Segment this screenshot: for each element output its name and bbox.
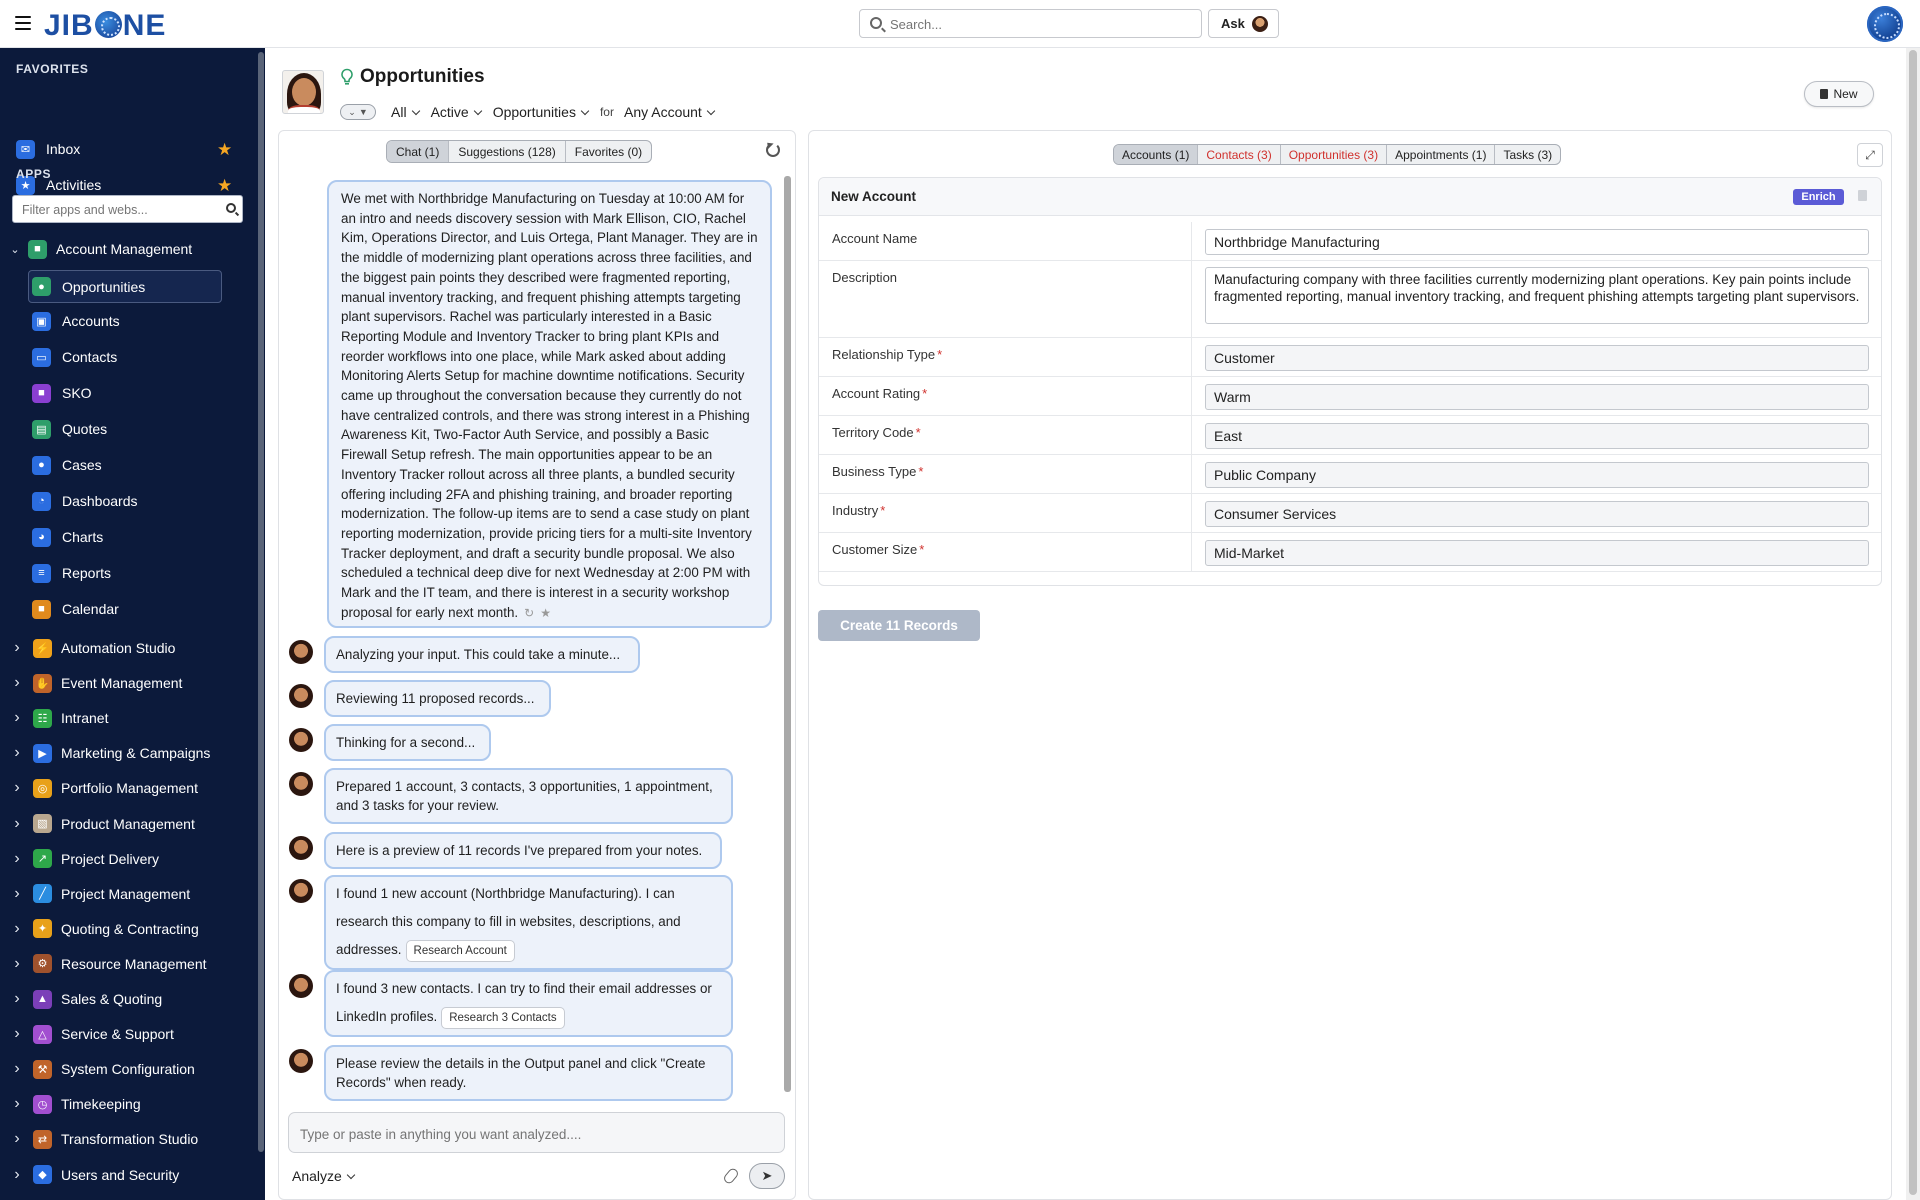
list-icon: ≡	[32, 564, 51, 583]
sidebar-group-resource-management[interactable]	[10, 949, 260, 979]
sidebar-item-reports[interactable]	[30, 558, 224, 588]
filter-all-dropdown[interactable]: All	[391, 104, 419, 120]
sidebar-group-event-management[interactable]	[10, 668, 260, 698]
lightbulb-icon: ●	[32, 277, 51, 296]
ask-button[interactable]	[1208, 9, 1279, 38]
sidebar-group-timekeeping[interactable]	[10, 1089, 260, 1119]
assistant-message	[324, 680, 551, 717]
tab-accounts[interactable]: Accounts (1)	[1114, 145, 1198, 164]
required-marker: *	[915, 425, 921, 440]
field-divider	[1191, 377, 1192, 415]
sidebar-item-calendar[interactable]	[30, 594, 224, 624]
field-label-text: Description	[832, 270, 898, 285]
page-title: Opportunities	[360, 66, 485, 87]
sidebar-group-automation-studio[interactable]	[10, 633, 260, 663]
chevron-right-icon: ›	[14, 990, 20, 1007]
assistant-message	[324, 724, 491, 761]
tab-opportunities[interactable]: Opportunities (3)	[1281, 145, 1387, 164]
chevron-right-icon: ›	[14, 639, 20, 656]
research-chip-button[interactable]: Research Account	[406, 940, 515, 962]
chevron-right-icon: ›	[14, 1060, 20, 1078]
field-input-account-name[interactable]: Northbridge Manufacturing	[1205, 229, 1869, 255]
retry-icon[interactable]: ↻	[524, 605, 541, 620]
assistant-message-text: Prepared 1 account, 3 contacts, 3 opportunities, 1 appointment, and 3 tasks for your review.	[336, 779, 713, 813]
sidebar-group-label: System Configuration	[61, 1061, 195, 1078]
menu-icon[interactable]	[14, 14, 32, 32]
sidebar-item-label: Contacts	[62, 349, 118, 365]
chevron-down-icon: ⌄	[10, 243, 20, 256]
assistant-avatar-icon	[289, 879, 313, 903]
sidebar-item-label: Accounts	[62, 313, 120, 329]
sidebar-item-label: Quotes	[62, 421, 108, 437]
org-chart-icon: ☷	[33, 709, 52, 728]
assistant-message	[324, 636, 640, 673]
new-account-card	[818, 177, 1882, 586]
filter-account-dropdown[interactable]: Any Account	[624, 104, 714, 120]
handshake-icon: ✦	[33, 919, 52, 938]
swap-icon: ⇄	[33, 1130, 52, 1149]
field-label	[832, 542, 924, 557]
field-label	[832, 231, 917, 246]
sidebar-item-opportunities[interactable]	[28, 270, 222, 303]
required-marker: *	[937, 347, 943, 362]
sidebar-group-intranet[interactable]	[10, 703, 260, 733]
sidebar-item-accounts[interactable]	[30, 306, 224, 336]
field-input-business-type[interactable]: Public Company	[1205, 462, 1869, 488]
sidebar-item-contacts[interactable]	[30, 342, 224, 372]
assistant-message-text: I found 3 new contacts. I can try to find their email addresses or LinkedIn profiles.	[336, 981, 712, 1024]
assistant-message	[324, 970, 733, 1037]
field-input-account-rating[interactable]: Warm	[1205, 384, 1869, 410]
chat-scrollbar[interactable]	[784, 176, 791, 1092]
document-icon: ▤	[32, 420, 51, 439]
sidebar	[0, 48, 265, 1200]
sidebar-group-sales-quoting[interactable]	[10, 984, 260, 1014]
sidebar-item-label: Reports	[62, 565, 112, 581]
sidebar-favorite-inbox[interactable]	[16, 134, 265, 164]
assistant-avatar	[289, 770, 313, 796]
chat-input-box[interactable]	[288, 1112, 785, 1153]
field-divider	[1191, 261, 1192, 337]
create-records-button[interactable]: Create 11 Records	[818, 610, 980, 641]
assistant-avatar	[289, 682, 313, 708]
field-input-customer-size[interactable]: Mid-Market	[1205, 540, 1869, 566]
field-input-territory-code[interactable]: East	[1205, 423, 1869, 449]
sidebar-group-label: Service & Support	[61, 1026, 174, 1043]
chevron-right-icon: ›	[14, 814, 20, 832]
chevron-right-icon: ›	[14, 744, 20, 762]
search-icon	[870, 17, 882, 29]
top-bar	[0, 0, 1920, 48]
assistant-avatar	[289, 877, 313, 903]
shield-icon: ◆	[33, 1165, 52, 1184]
assistant-avatar	[289, 1047, 313, 1073]
sidebar-item-label: Cases	[62, 457, 102, 473]
sidebar-scrollbar[interactable]	[257, 48, 265, 1200]
sidebar-group-service-support[interactable]	[10, 1019, 260, 1049]
field-row-relationship-type	[819, 338, 1881, 377]
sidebar-item-label: Dashboards	[62, 493, 138, 509]
analyze-mode-dropdown[interactable]: Analyze	[292, 1168, 354, 1184]
id-card-icon: ▭	[32, 348, 51, 367]
document-icon	[1820, 89, 1828, 99]
chevron-right-icon: ›	[14, 1165, 20, 1183]
tab-favorites[interactable]: Favorites (0)	[574, 144, 643, 159]
reset-chat-icon[interactable]	[766, 143, 780, 157]
user-message	[327, 180, 772, 628]
field-label	[832, 503, 885, 518]
chevron-right-icon: ›	[14, 779, 20, 797]
filter-type-dropdown[interactable]: Opportunities	[493, 104, 588, 120]
lightbulb-icon	[340, 68, 354, 86]
field-label	[832, 425, 921, 440]
filter-bar	[340, 101, 726, 123]
sidebar-group-label: Project Delivery	[61, 850, 160, 867]
sidebar-item-charts[interactable]	[30, 522, 224, 552]
field-label	[832, 386, 927, 401]
sidebar-group-product-management[interactable]	[10, 809, 260, 839]
assistant-avatar-icon	[289, 836, 313, 860]
folder-icon: ■	[32, 384, 51, 403]
field-row-account-name	[819, 222, 1881, 261]
folder-icon: ■	[32, 600, 51, 619]
assistant-message-text: Reviewing 11 proposed records...	[336, 691, 535, 706]
sidebar-item-label: SKO	[62, 385, 92, 401]
people-icon: ●	[32, 456, 51, 475]
expand-icon[interactable]: ⤢	[1857, 143, 1883, 167]
sidebar-group-account-management[interactable]	[8, 234, 258, 264]
user-gear-icon: ⚙	[33, 954, 52, 973]
line-chart-icon: ╱	[33, 884, 52, 903]
bolt-icon: ⚡	[33, 639, 52, 658]
hand-icon: ✋	[33, 674, 52, 693]
support-icon: △	[33, 1025, 52, 1044]
app-logo[interactable]	[44, 9, 166, 43]
new-button-label: New	[1833, 87, 1858, 101]
field-row-customer-size	[819, 533, 1881, 572]
sidebar-item-label: Activities	[46, 177, 102, 193]
assistant-avatar-icon	[289, 684, 313, 708]
chevron-right-icon: ›	[14, 919, 20, 937]
favorite-star-icon[interactable]: ★	[540, 605, 557, 620]
field-row-account-rating	[819, 377, 1881, 416]
field-input-industry[interactable]: Consumer Services	[1205, 501, 1869, 527]
filter-status-dropdown[interactable]: Active	[431, 104, 481, 120]
assistant-message-text: I found 1 new account (Northbridge Manufacturing). I can research this company to fill in websites, descriptions, and addresses.	[336, 886, 681, 957]
enrich-button[interactable]: Enrich	[1793, 189, 1844, 205]
field-label	[832, 270, 897, 285]
filter-for-label: for	[599, 105, 614, 119]
running-icon: ★	[16, 176, 35, 195]
card-header	[819, 178, 1881, 216]
required-marker: *	[922, 386, 928, 401]
star-icon[interactable]: ★	[217, 140, 233, 159]
sidebar-group-project-management[interactable]	[10, 879, 260, 909]
sidebar-group-label: Product Management	[61, 815, 195, 832]
sidebar-group-label: Transformation Studio	[61, 1131, 199, 1148]
mail-icon: ✉	[16, 140, 35, 159]
box-icon: ▧	[33, 814, 52, 833]
target-icon: ◎	[33, 779, 52, 798]
apps-heading: APPS	[16, 167, 52, 181]
field-label	[832, 464, 923, 479]
assistant-message-text: Please review the details in the Output panel and click "Create Records" when ready.	[336, 1056, 706, 1090]
field-label-text: Relationship Type	[832, 347, 936, 362]
assistant-avatar-icon	[289, 772, 313, 796]
sidebar-item-label: Calendar	[62, 601, 119, 617]
new-button[interactable]	[1804, 81, 1874, 107]
sidebar-group-label: Resource Management	[61, 955, 207, 972]
send-icon: ➤	[761, 1168, 773, 1183]
chevron-right-icon: ›	[14, 884, 20, 902]
sidebar-item-label: Opportunities	[62, 278, 146, 295]
field-divider	[1191, 533, 1192, 571]
pie-chart-icon: ◕	[32, 528, 51, 547]
gauge-icon: ◔	[32, 492, 51, 511]
assistant-message-text: Here is a preview of 11 records I've prepared from your notes.	[336, 843, 703, 858]
field-input-description[interactable]: Manufacturing company with three facilities currently modernizing plant operations. Key pain points include fragmented reporting, manual inventory tracking, and frequent phishing attempts targeting plant supervisors.	[1205, 267, 1869, 324]
chevron-right-icon: ›	[14, 1095, 20, 1113]
sidebar-item-label: Inbox	[46, 141, 81, 157]
star-icon[interactable]: ★	[217, 176, 233, 195]
assistant-message-text: Analyzing your input. This could take a minute...	[336, 647, 621, 662]
logo-text: JIB	[44, 9, 94, 42]
assistant-avatar	[289, 638, 313, 664]
search-input[interactable]	[890, 14, 1190, 34]
rocket-icon: ↗	[33, 849, 52, 868]
research-chip-button[interactable]: Research 3 Contacts	[441, 1007, 564, 1029]
funnel-icon: ▼	[358, 107, 368, 117]
ask-label: Ask	[1221, 16, 1245, 31]
sidebar-item-dashboards[interactable]	[30, 486, 224, 516]
field-divider	[1191, 494, 1192, 532]
sidebar-group-system-configuration[interactable]	[10, 1054, 260, 1084]
page-scrollbar[interactable]	[1906, 48, 1920, 1200]
field-divider	[1191, 455, 1192, 493]
assistant-avatar-icon	[289, 1049, 313, 1073]
chevron-right-icon: ›	[14, 954, 20, 972]
sidebar-group-label: Timekeeping	[61, 1096, 141, 1113]
field-row-territory-code	[819, 416, 1881, 455]
send-button[interactable]	[749, 1163, 785, 1189]
sidebar-group-label: Users and Security	[61, 1166, 180, 1183]
chevron-right-icon: ›	[14, 1025, 20, 1043]
assistant-avatar-icon	[1252, 16, 1268, 32]
field-label	[832, 347, 942, 362]
sidebar-group-portfolio-management[interactable]	[10, 773, 260, 803]
field-label-text: Business Type	[832, 464, 917, 479]
output-tabs	[1113, 144, 1561, 165]
card-title: New Account	[831, 189, 917, 204]
field-label-text: Customer Size	[832, 542, 918, 557]
field-row-business-type	[819, 455, 1881, 494]
field-label-text: Territory Code	[832, 425, 914, 440]
favorites-heading: FAVORITES	[16, 62, 89, 76]
sidebar-group-label: Event Management	[61, 675, 183, 692]
required-marker: *	[919, 542, 925, 557]
field-label-text: Account Name	[832, 231, 918, 246]
assistant-message	[324, 768, 733, 824]
sidebar-item-label: Charts	[62, 529, 104, 545]
sidebar-group-label: Quoting & Contracting	[61, 920, 199, 937]
required-marker: *	[880, 503, 886, 518]
assistant-avatar	[289, 834, 313, 860]
assistant-avatar-icon	[289, 640, 313, 664]
chevron-down-icon: ⌄	[348, 106, 356, 117]
global-search[interactable]	[859, 9, 1202, 38]
delete-icon[interactable]	[1858, 190, 1867, 201]
sidebar-group-transformation-studio[interactable]	[10, 1124, 260, 1154]
field-divider	[1191, 222, 1192, 260]
person-icon: ▲	[33, 990, 52, 1009]
logo-text-end: NE	[122, 9, 167, 42]
sidebar-group-label: Portfolio Management	[61, 780, 198, 797]
filter-apps-box[interactable]	[12, 195, 243, 223]
megaphone-icon: ▶	[33, 744, 52, 763]
assistant-avatar-icon	[289, 728, 313, 752]
sidebar-group-project-delivery[interactable]	[10, 844, 260, 874]
sidebar-group-quoting-contracting[interactable]	[10, 914, 260, 944]
field-row-description	[819, 261, 1881, 338]
sidebar-group-label: Sales & Quoting	[61, 991, 163, 1007]
clock-icon: ◷	[33, 1095, 52, 1114]
tools-icon: ⚒	[33, 1060, 52, 1079]
assistant-message	[324, 832, 722, 869]
building-icon: ▣	[32, 312, 51, 331]
account-management-icon: ■	[28, 240, 47, 259]
sidebar-item-cases[interactable]	[30, 450, 224, 480]
chevron-right-icon: ›	[14, 709, 20, 727]
sidebar-group-label: Marketing & Campaigns	[61, 745, 211, 762]
search-icon	[226, 203, 236, 213]
tab-tasks[interactable]: Tasks (3)	[1503, 147, 1553, 162]
tab-chat[interactable]: Chat (1)	[387, 141, 449, 162]
sidebar-group-label: Automation Studio	[61, 640, 176, 656]
chevron-right-icon: ›	[14, 1130, 20, 1148]
assistant-message	[324, 875, 733, 970]
assistant-message-text: Thinking for a second...	[336, 735, 476, 750]
tab-appointments[interactable]: Appointments (1)	[1387, 145, 1495, 164]
sidebar-item-sko[interactable]	[30, 378, 224, 408]
sidebar-group-label: Project Management	[61, 885, 191, 902]
chevron-right-icon: ›	[14, 674, 20, 692]
filter-apps-input[interactable]	[22, 201, 212, 219]
sidebar-group-marketing-campaigns[interactable]	[10, 738, 260, 768]
sidebar-group-label: Account Management	[56, 241, 193, 257]
chat-input[interactable]	[300, 1124, 770, 1144]
field-divider	[1191, 338, 1192, 376]
filter-toggle[interactable]	[340, 104, 376, 120]
user-avatar[interactable]	[282, 70, 324, 114]
user-message-text: We met with Northbridge Manufacturing on Tuesday at 10:00 AM for an intro and needs discovery session with Mark Ellison, CIO, Rachel Kim, Operations Director, and Luis Ortega, Plant Manager. They are in the middle of modernizing plant operations across three facilities, and the biggest pain points they described were fragmented reporting, manual inventory tracking, and frequent phishing attempts targeting plant supervisors. Rachel was particularly interested in a Basic Reporting Module and Inventory Tracker to bring plant KPIs and reorder workflows into one place, while Mark asked about adding Monitoring Alerts Setup for machine downtime notifications. Security came up throughout the conversation because they currently do not have centralized controls, and there was strong interest in a Phishing Awareness Kit, Two-Factor Auth Service, and possibly a Basic Firewall Setup refresh. The main opportunities appear to be an Inventory Tracker rollout across all three plants, a bundled security offering including 2FA and phishing training, and broader reporting modernization. The follow-up items are to send a case study on plant reporting modernization, provide pricing tiers for a multi-site Inventory Tracker deployment, and draft a security bundle proposal. We also scheduled a technical deep dive for next Wednesday at 2:00 PM with Mark and the IT team, and there is interest in a security workshop proposal for early next month.	[341, 191, 758, 620]
assistant-avatar-icon	[289, 974, 313, 998]
logo-globe-icon	[95, 11, 122, 38]
assistant-avatar	[289, 726, 313, 752]
chat-tabs	[386, 140, 652, 163]
assistant-message	[324, 1045, 733, 1101]
field-divider	[1191, 416, 1192, 454]
sidebar-item-quotes[interactable]	[30, 414, 224, 444]
sidebar-group-label: Intranet	[61, 710, 109, 727]
required-marker: *	[918, 464, 924, 479]
chevron-right-icon: ›	[14, 849, 20, 867]
sidebar-group-users-and-security[interactable]	[10, 1160, 260, 1190]
tab-contacts[interactable]: Contacts (3)	[1198, 145, 1280, 164]
field-label-text: Industry	[832, 503, 879, 518]
field-input-relationship-type[interactable]: Customer	[1205, 345, 1869, 371]
tab-suggestions[interactable]: Suggestions (128)	[449, 141, 565, 162]
field-row-industry	[819, 494, 1881, 533]
assistant-avatar	[289, 972, 313, 998]
field-label-text: Account Rating	[832, 386, 921, 401]
user-menu-globe-icon[interactable]	[1867, 6, 1903, 42]
